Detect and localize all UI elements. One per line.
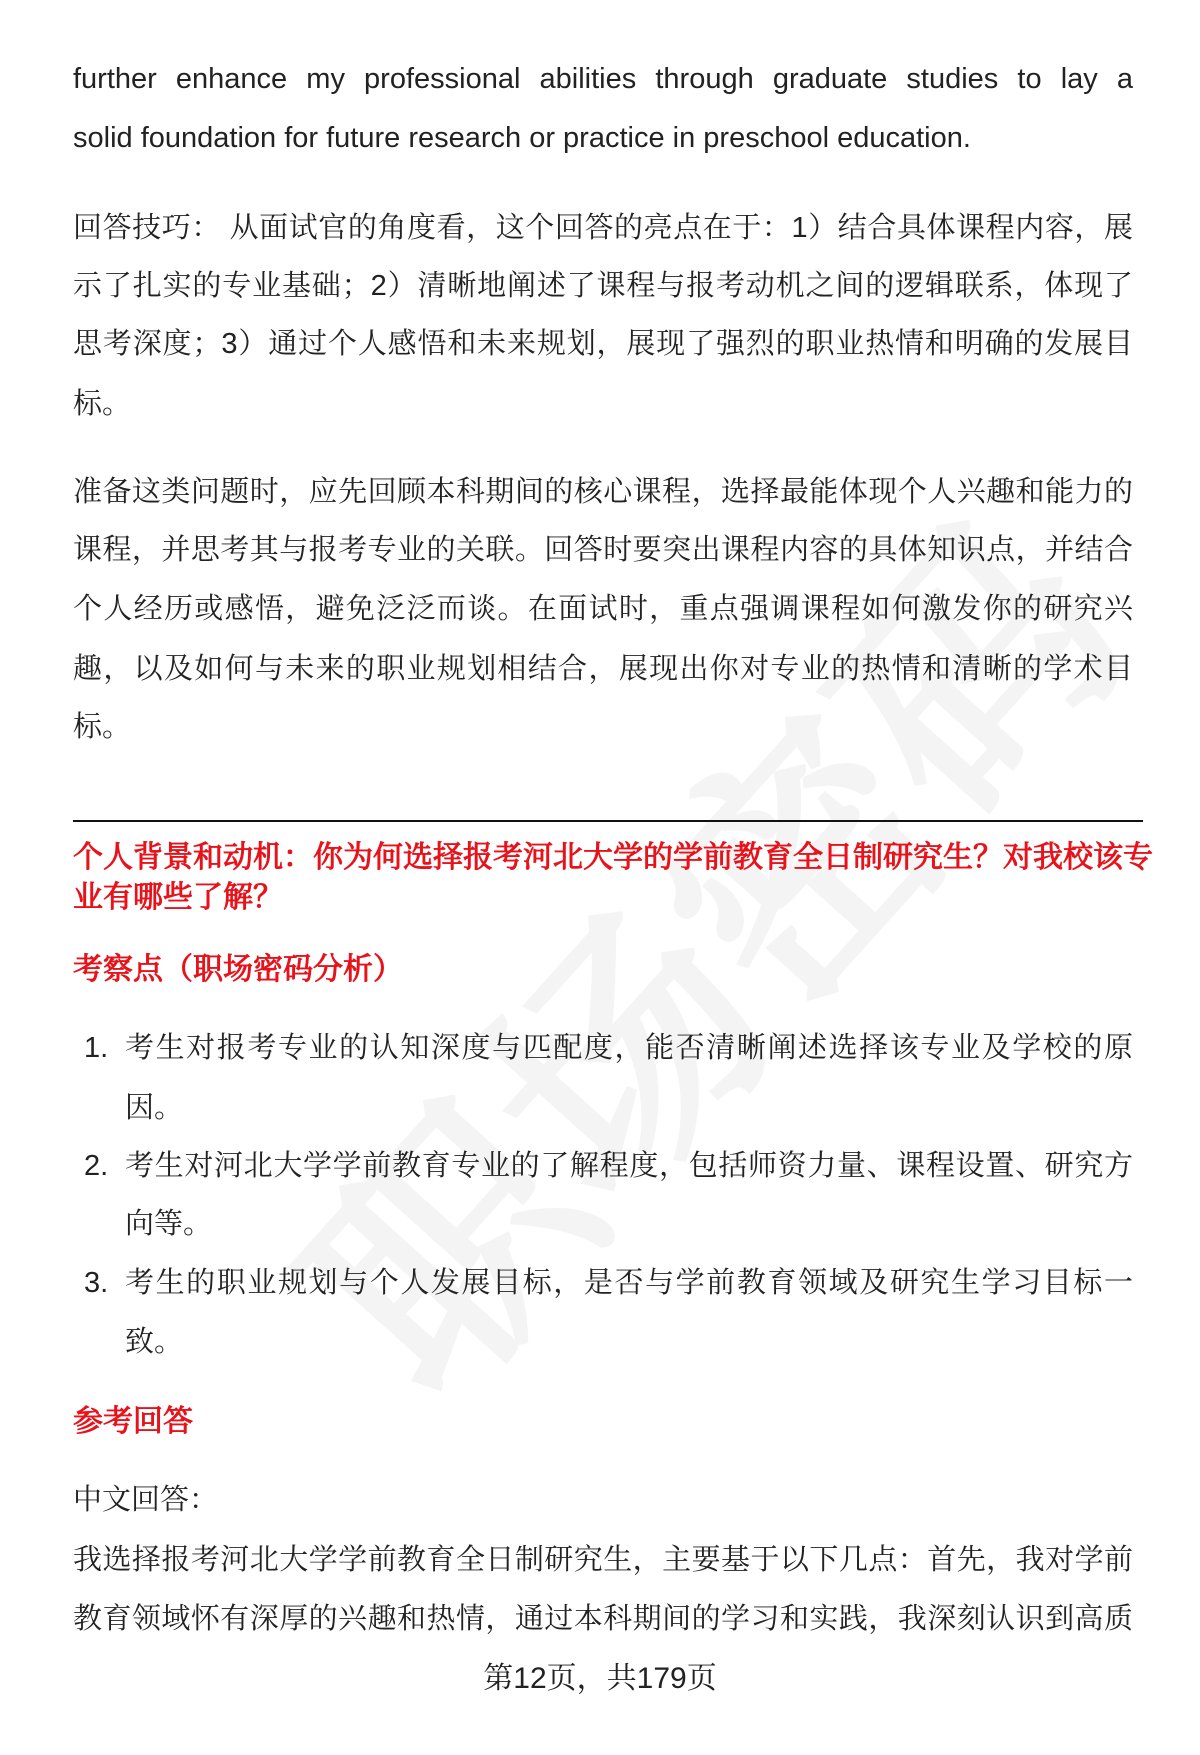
answer-line: 我选择报考河北大学学前教育全日制研究生，主要基于以下几点：首先，我对学前 [73,1544,1133,1576]
list-number: 3. [84,1267,109,1299]
list-number: 2. [84,1150,109,1182]
tips-line: 回答技巧： 从面试官的角度看，这个回答的亮点在于：1）结合具体课程内容，展 [73,212,1133,244]
prep-line: 准备这类问题时，应先回顾本科期间的核心课程，选择最能体现个人兴趣和能力的 [73,476,1133,508]
prep-line: 个人经历或感悟，避免泛泛而谈。在面试时，重点强调课程如何激发你的研究兴 [73,593,1133,625]
list-item: 向等。 [125,1208,213,1240]
prep-line: 趣，以及如何与未来的职业规划相结合，展现出你对专业的热情和清晰的学术目 [73,653,1133,685]
intro-line: solid foundation for future research or practice in preschool education. [73,122,971,154]
tips-line: 示了扎实的专业基础；2）清晰地阐述了课程与报考动机之间的逻辑联系，体现了 [73,270,1133,302]
list-item: 考生的职业规划与个人发展目标，是否与学前教育领域及研究生学习目标一 [125,1267,1133,1299]
question-heading: 个人背景和动机：你为何选择报考河北大学的学前教育全日制研究生？对我校该专 [73,841,1153,874]
answer-line: 教育领域怀有深厚的兴趣和热情，通过本科期间的学习和实践，我深刻认识到高质 [73,1603,1133,1635]
tips-line: 思考深度；3）通过个人感悟和未来规划，展现了强烈的职业热情和明确的发展目 [73,328,1133,360]
page-footer: 第12页，共179页 [483,1662,717,1695]
answer-label: 中文回答： [73,1484,219,1516]
question-heading: 业有哪些了解？ [73,881,283,914]
tips-line: 标。 [73,388,132,420]
section-divider [73,820,1143,822]
prep-line: 标。 [73,711,132,743]
prep-line: 课程，并思考其与报考专业的关联。回答时要突出课程内容的具体知识点，并结合 [73,534,1133,566]
list-item: 考生对报考专业的认知深度与匹配度，能否清晰阐述选择该专业及学校的原 [125,1032,1133,1064]
list-item: 考生对河北大学学前教育专业的了解程度，包括师资力量、课程设置、研究方 [125,1150,1133,1182]
list-item: 致。 [125,1326,184,1358]
answer-heading: 参考回答 [73,1405,193,1438]
list-number: 1. [84,1032,109,1064]
intro-line: further enhance my professional abilities through graduate studies to lay a [73,63,1133,95]
list-item: 因。 [125,1092,184,1124]
analysis-heading: 考察点（职场密码分析） [73,953,403,986]
